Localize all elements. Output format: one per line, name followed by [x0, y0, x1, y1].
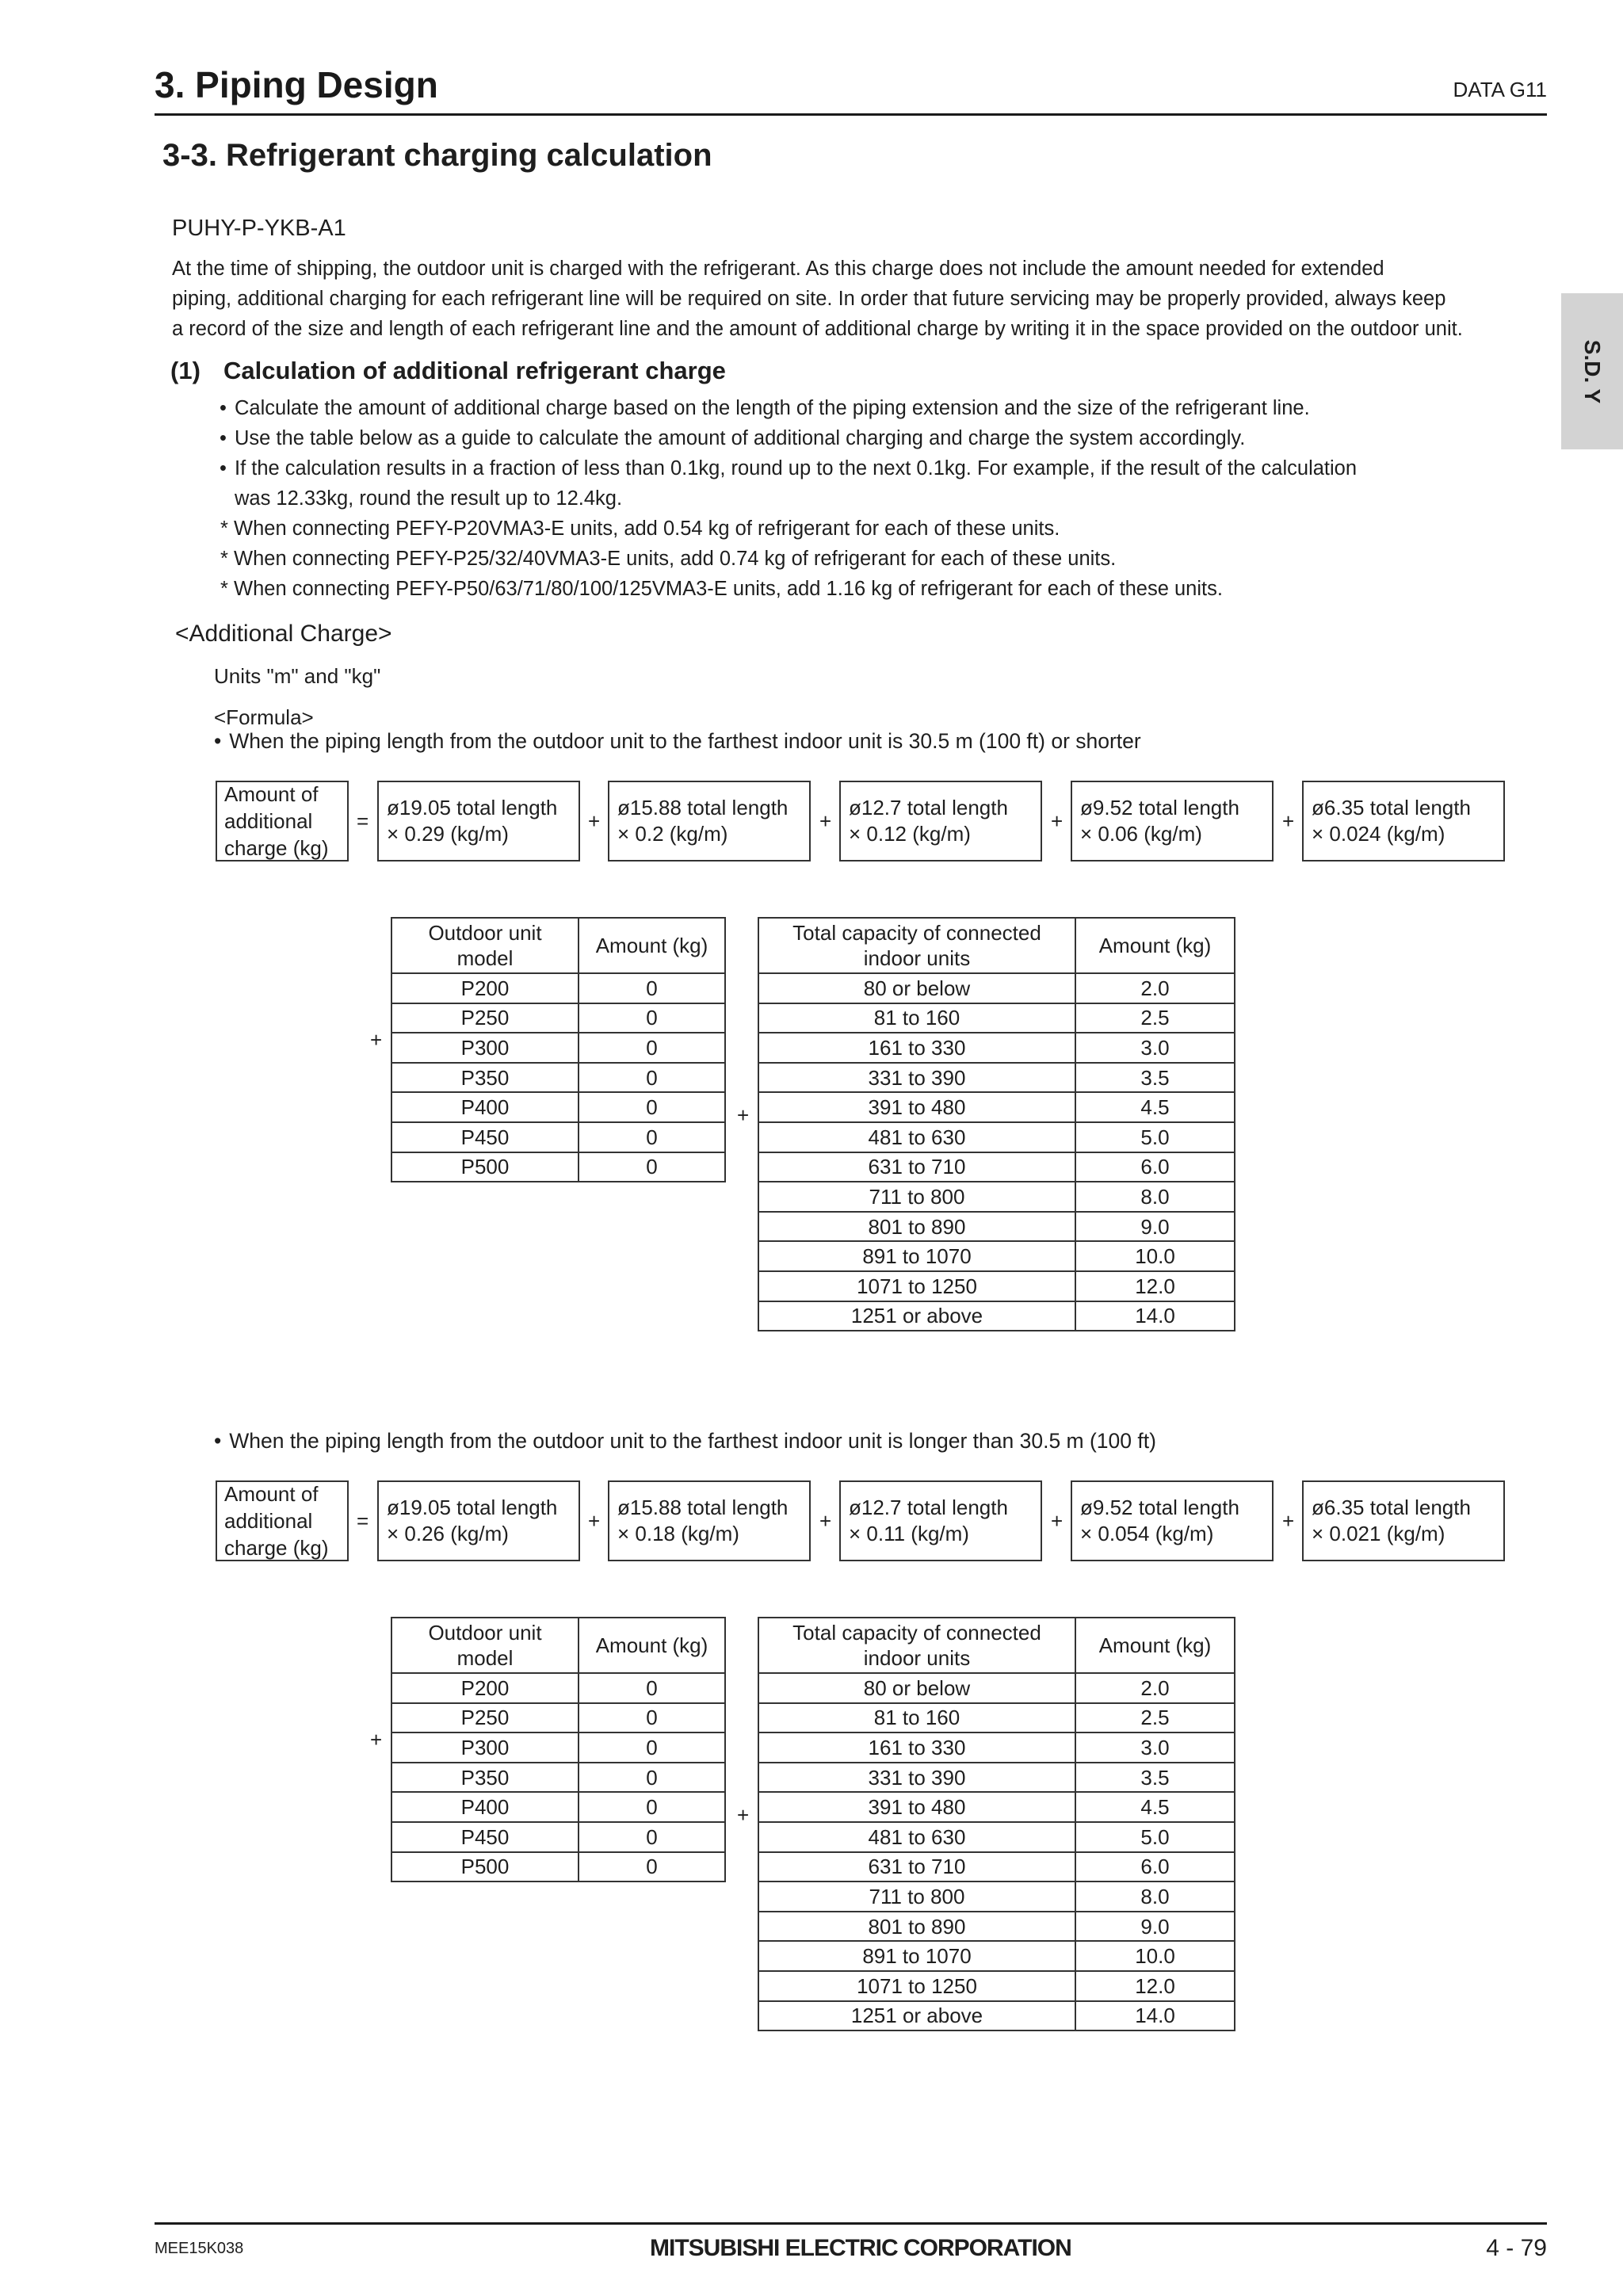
table-cell: 80 or below — [758, 973, 1075, 1003]
table-cell: 2.0 — [1075, 973, 1235, 1003]
table-cell: 0 — [579, 1033, 725, 1063]
formula-term-box — [1302, 781, 1505, 861]
table-row — [758, 1033, 1235, 1063]
header-text: Amount (kg) — [1098, 934, 1212, 957]
header-rule — [155, 113, 1547, 116]
notes-list — [220, 514, 1223, 604]
formula-term-line: × 0.18 (kg/m) — [617, 1522, 739, 1545]
table-header-row — [758, 1618, 1235, 1673]
plus-sign: + — [1051, 809, 1064, 833]
formula-term-line: × 0.29 (kg/m) — [387, 822, 509, 846]
table-row — [391, 1152, 725, 1182]
units-text: Units "m" and "kg" — [214, 664, 381, 688]
table-cell: 3.0 — [1075, 1033, 1235, 1063]
table-row — [391, 1033, 725, 1063]
formula-term-line: ø6.35 total length — [1312, 796, 1471, 819]
table-cell: P500 — [391, 1152, 579, 1182]
formula-term-line: ø15.88 total length — [617, 1496, 789, 1519]
document-code: MEE15K038 — [155, 2240, 244, 2257]
equals-sign: = — [357, 809, 369, 833]
table-cell: 12.0 — [1075, 1271, 1235, 1301]
table-cell: 891 to 1070 — [758, 1941, 1075, 1971]
table-cell: 0 — [579, 1063, 725, 1093]
plus-sign: + — [1282, 809, 1295, 833]
table-row — [391, 1673, 725, 1703]
table-cell: 891 to 1070 — [758, 1241, 1075, 1271]
capacity-table — [758, 1617, 1235, 2031]
table-cell: 5.0 — [1075, 1122, 1235, 1152]
table-cell: 391 to 480 — [758, 1792, 1075, 1822]
table-row — [391, 1733, 725, 1763]
table-cell: P400 — [391, 1792, 579, 1822]
header-text: model — [456, 946, 514, 970]
header-text: Amount (kg) — [595, 934, 708, 957]
header-text: Total capacity of connected — [792, 1621, 1041, 1645]
plus-sign: + — [1051, 1509, 1064, 1533]
formula-term-line: × 0.11 (kg/m) — [849, 1522, 969, 1545]
formula-heading: <Formula> — [214, 705, 314, 729]
table-row — [391, 1822, 725, 1852]
table-row — [758, 973, 1235, 1003]
table-cell: 1251 or above — [758, 1301, 1075, 1331]
additional-charge-heading: <Additional Charge> — [175, 621, 392, 647]
page-number: 4 - 79 — [1486, 2235, 1547, 2261]
table-row — [758, 1971, 1235, 2001]
table-cell: 81 to 160 — [758, 1703, 1075, 1733]
table-cell: P350 — [391, 1763, 579, 1793]
table-row — [758, 1733, 1235, 1763]
formula-term-line: × 0.2 (kg/m) — [617, 822, 728, 846]
table-cell: P250 — [391, 1003, 579, 1033]
formula-label-line: Amount of — [224, 782, 319, 806]
plus-sign: + — [370, 1028, 383, 1052]
bullet-item: • Calculate the amount of additional charge based on the length of the piping extension and the size of the refrigerant line. — [220, 393, 1472, 423]
formula-term-line: × 0.054 (kg/m) — [1080, 1522, 1214, 1545]
intro-line: At the time of shipping, the outdoor unit is charged with the refrigerant. As this charge does not include the amount needed for extended — [172, 258, 1384, 280]
table-cell: 0 — [579, 1852, 725, 1882]
bullet-item: • Use the table below as a guide to calculate the amount of additional charging and charge the system accordingly. — [220, 423, 1472, 453]
formula-label-line: charge (kg) — [224, 1536, 329, 1560]
table-row — [758, 1122, 1235, 1152]
table-cell: P400 — [391, 1092, 579, 1122]
note-item: * When connecting PEFY-P50/63/71/80/100/125VMA3-E units, add 1.16 kg of refrigerant for each of these units. — [220, 578, 1223, 600]
plus-sign: + — [819, 809, 832, 833]
table-header-row — [391, 918, 725, 973]
header-text: model — [456, 1646, 514, 1670]
table-row — [391, 1703, 725, 1733]
subsection-text: Calculation of additional refrigerant charge — [223, 357, 726, 384]
table-cell: 631 to 710 — [758, 1852, 1075, 1882]
table-cell: 331 to 390 — [758, 1763, 1075, 1793]
table-cell: 6.0 — [1075, 1852, 1235, 1882]
table-row — [391, 973, 725, 1003]
table-cell: 711 to 800 — [758, 1881, 1075, 1912]
table-cell: 0 — [579, 1733, 725, 1763]
table-cell: 801 to 890 — [758, 1912, 1075, 1942]
table-cell: 2.0 — [1075, 1673, 1235, 1703]
table-cell: 0 — [579, 1703, 725, 1733]
formula-term-box — [1302, 1480, 1505, 1561]
formula-term-box — [839, 781, 1042, 861]
plus-sign: + — [588, 1509, 601, 1533]
table-cell: 0 — [579, 1122, 725, 1152]
table-row — [758, 1673, 1235, 1703]
table-cell: 3.5 — [1075, 1763, 1235, 1793]
header-text: Total capacity of connected — [792, 921, 1041, 945]
formula-term-box — [608, 1480, 811, 1561]
table-cell: 0 — [579, 1152, 725, 1182]
data-code: DATA G11 — [1453, 78, 1547, 101]
table-row — [758, 1912, 1235, 1942]
piping-condition: • When the piping length from the outdoor unit to the farthest indoor unit is 30.5 m (100 ft) or shorter — [214, 729, 1141, 754]
table-header-cell — [579, 918, 725, 973]
formula-term-line: × 0.024 (kg/m) — [1312, 822, 1445, 846]
table-cell: 9.0 — [1075, 1912, 1235, 1942]
formula-term-box — [377, 1480, 580, 1561]
table-cell: 8.0 — [1075, 1182, 1235, 1212]
plus-sign: + — [819, 1509, 832, 1533]
table-cell: 80 or below — [758, 1673, 1075, 1703]
header-text: indoor units — [863, 946, 971, 970]
table-row — [391, 1122, 725, 1152]
table-cell: 0 — [579, 1763, 725, 1793]
table-header-cell — [758, 918, 1075, 973]
table-cell: 0 — [579, 973, 725, 1003]
intro-paragraph — [172, 254, 1555, 344]
table-cell: 8.0 — [1075, 1881, 1235, 1912]
note-item: * When connecting PEFY-P20VMA3-E units, add 0.54 kg of refrigerant for each of these units. — [220, 518, 1060, 540]
formula-term-line: ø9.52 total length — [1080, 796, 1239, 819]
table-header-cell — [1075, 1618, 1235, 1673]
chapter-title: 3. Piping Design — [155, 64, 438, 105]
table-cell: P300 — [391, 1733, 579, 1763]
side-tab — [1561, 293, 1623, 449]
formula-term-line: ø19.05 total length — [387, 796, 558, 819]
table-cell: 161 to 330 — [758, 1033, 1075, 1063]
table-row — [391, 1092, 725, 1122]
table-row — [758, 1852, 1235, 1882]
table-row — [758, 1301, 1235, 1331]
table-cell: P250 — [391, 1703, 579, 1733]
table-row — [758, 1092, 1235, 1122]
formula-term-line: × 0.12 (kg/m) — [849, 822, 971, 846]
side-tab-label: S.D. Y — [1580, 339, 1605, 403]
table-cell: P200 — [391, 1673, 579, 1703]
table-header-cell — [758, 1618, 1075, 1673]
table-cell: 14.0 — [1075, 1301, 1235, 1331]
bullet-list — [220, 393, 1472, 514]
table-header-row — [391, 1618, 725, 1673]
table-row — [758, 1792, 1235, 1822]
model-name: PUHY-P-YKB-A1 — [172, 216, 346, 241]
table-row — [758, 1063, 1235, 1093]
table-row — [758, 1941, 1235, 1971]
formula-term-line: × 0.021 (kg/m) — [1312, 1522, 1445, 1545]
table-cell: 331 to 390 — [758, 1063, 1075, 1093]
intro-line: piping, additional charging for each refrigerant line will be required on site. In order that future servicing may be properly provided, always keep — [172, 288, 1446, 310]
table-header-cell — [1075, 918, 1235, 973]
table-row — [758, 1182, 1235, 1212]
subsection-number: (1) — [170, 357, 200, 384]
table-row — [758, 1703, 1235, 1733]
plus-sign: + — [370, 1728, 383, 1752]
formula-term-line: ø19.05 total length — [387, 1496, 558, 1519]
piping-condition: • When the piping length from the outdoor unit to the farthest indoor unit is longer than 30.5 m (100 ft) — [214, 1429, 1156, 1454]
section-title: 3-3. Refrigerant charging calculation — [162, 138, 712, 173]
formula-term-line: ø12.7 total length — [849, 1496, 1008, 1519]
table-cell: 10.0 — [1075, 1941, 1235, 1971]
table-cell: 4.5 — [1075, 1792, 1235, 1822]
formula-label-line: additional — [224, 1509, 313, 1533]
formula-term-box — [1071, 1480, 1274, 1561]
table-header-cell — [391, 1618, 579, 1673]
company-name: MITSUBISHI ELECTRIC CORPORATION — [650, 2235, 1071, 2261]
table-cell: P200 — [391, 973, 579, 1003]
table-cell: 81 to 160 — [758, 1003, 1075, 1033]
formula-term-box — [839, 1480, 1042, 1561]
table-cell: P350 — [391, 1063, 579, 1093]
plus-sign: + — [737, 1103, 750, 1127]
table-row — [758, 1152, 1235, 1182]
table-cell: P450 — [391, 1122, 579, 1152]
table-cell: 391 to 480 — [758, 1092, 1075, 1122]
table-cell: 2.5 — [1075, 1003, 1235, 1033]
table-cell: 0 — [579, 1822, 725, 1852]
table-row — [758, 1763, 1235, 1793]
bullet-item: • If the calculation results in a fraction of less than 0.1kg, round up to the next 0.1kg. For example, if the result of the calculation — [220, 453, 1472, 483]
table-cell: 161 to 330 — [758, 1733, 1075, 1763]
table-cell: 3.0 — [1075, 1733, 1235, 1763]
formula-term-box — [1071, 781, 1274, 861]
table-cell: 481 to 630 — [758, 1822, 1075, 1852]
table-row — [758, 1881, 1235, 1912]
formula-term-line: ø9.52 total length — [1080, 1496, 1239, 1519]
plus-sign: + — [588, 809, 601, 833]
table-row — [758, 1271, 1235, 1301]
plus-sign: + — [1282, 1509, 1295, 1533]
table-cell: 1071 to 1250 — [758, 1271, 1075, 1301]
table-cell: 0 — [579, 1792, 725, 1822]
table-cell: 2.5 — [1075, 1703, 1235, 1733]
formula-term-line: ø12.7 total length — [849, 796, 1008, 819]
table-row — [758, 1212, 1235, 1242]
formula-term-line: ø6.35 total length — [1312, 1496, 1471, 1519]
table-cell: 5.0 — [1075, 1822, 1235, 1852]
header-text: Amount (kg) — [595, 1633, 708, 1657]
table-cell: 711 to 800 — [758, 1182, 1075, 1212]
formula-term-line: × 0.06 (kg/m) — [1080, 822, 1202, 846]
table-cell: 801 to 890 — [758, 1212, 1075, 1242]
header-text: Amount (kg) — [1098, 1633, 1212, 1657]
table-row — [758, 1822, 1235, 1852]
formula-term-box — [377, 781, 580, 861]
header-text: Outdoor unit — [428, 921, 542, 945]
table-cell: 481 to 630 — [758, 1122, 1075, 1152]
formula-label-line: Amount of — [224, 1482, 319, 1506]
note-item: * When connecting PEFY-P25/32/40VMA3-E units, add 0.74 kg of refrigerant for each of these units. — [220, 548, 1117, 570]
table-row — [758, 1003, 1235, 1033]
table-row — [391, 1852, 725, 1882]
table-row — [391, 1763, 725, 1793]
table-cell: 9.0 — [1075, 1212, 1235, 1242]
table-cell: 10.0 — [1075, 1241, 1235, 1271]
intro-line: a record of the size and length of each refrigerant line and the amount of additional charge by writing it in the space provided on the outdoor unit. — [172, 318, 1463, 340]
table-cell: 12.0 — [1075, 1971, 1235, 2001]
formula-label-box — [216, 781, 349, 861]
table-cell: 0 — [579, 1092, 725, 1122]
table-cell: 1071 to 1250 — [758, 1971, 1075, 2001]
table-row — [758, 2001, 1235, 2031]
table-cell: 0 — [579, 1673, 725, 1703]
capacity-table — [758, 917, 1235, 1331]
table-cell: P500 — [391, 1852, 579, 1882]
table-cell: 631 to 710 — [758, 1152, 1075, 1182]
plus-sign: + — [737, 1803, 750, 1827]
table-row — [758, 1241, 1235, 1271]
formula-label-line: charge (kg) — [224, 836, 329, 860]
footer-rule — [155, 2222, 1547, 2225]
equals-sign: = — [357, 1509, 369, 1533]
subsection-title — [170, 357, 726, 385]
table-cell: 4.5 — [1075, 1092, 1235, 1122]
table-cell: 0 — [579, 1003, 725, 1033]
table-cell: 14.0 — [1075, 2001, 1235, 2031]
formula-term-line: ø15.88 total length — [617, 796, 789, 819]
table-cell: 1251 or above — [758, 2001, 1075, 2031]
header-text: Outdoor unit — [428, 1621, 542, 1645]
table-cell: 6.0 — [1075, 1152, 1235, 1182]
table-row — [391, 1003, 725, 1033]
formula-term-box — [608, 781, 811, 861]
table-cell: P300 — [391, 1033, 579, 1063]
formula-term-line: × 0.26 (kg/m) — [387, 1522, 509, 1545]
bullet-continuation: was 12.33kg, round the result up to 12.4kg. — [235, 487, 623, 510]
table-row — [391, 1063, 725, 1093]
table-header-cell — [391, 918, 579, 973]
table-cell: 3.5 — [1075, 1063, 1235, 1093]
table-row — [391, 1792, 725, 1822]
formula-label-line: additional — [224, 809, 313, 833]
outdoor-unit-table — [391, 917, 726, 1182]
outdoor-unit-table — [391, 1617, 726, 1882]
table-cell: P450 — [391, 1822, 579, 1852]
formula-label-box — [216, 1480, 349, 1561]
header-text: indoor units — [863, 1646, 971, 1670]
table-header-row — [758, 918, 1235, 973]
table-header-cell — [579, 1618, 725, 1673]
